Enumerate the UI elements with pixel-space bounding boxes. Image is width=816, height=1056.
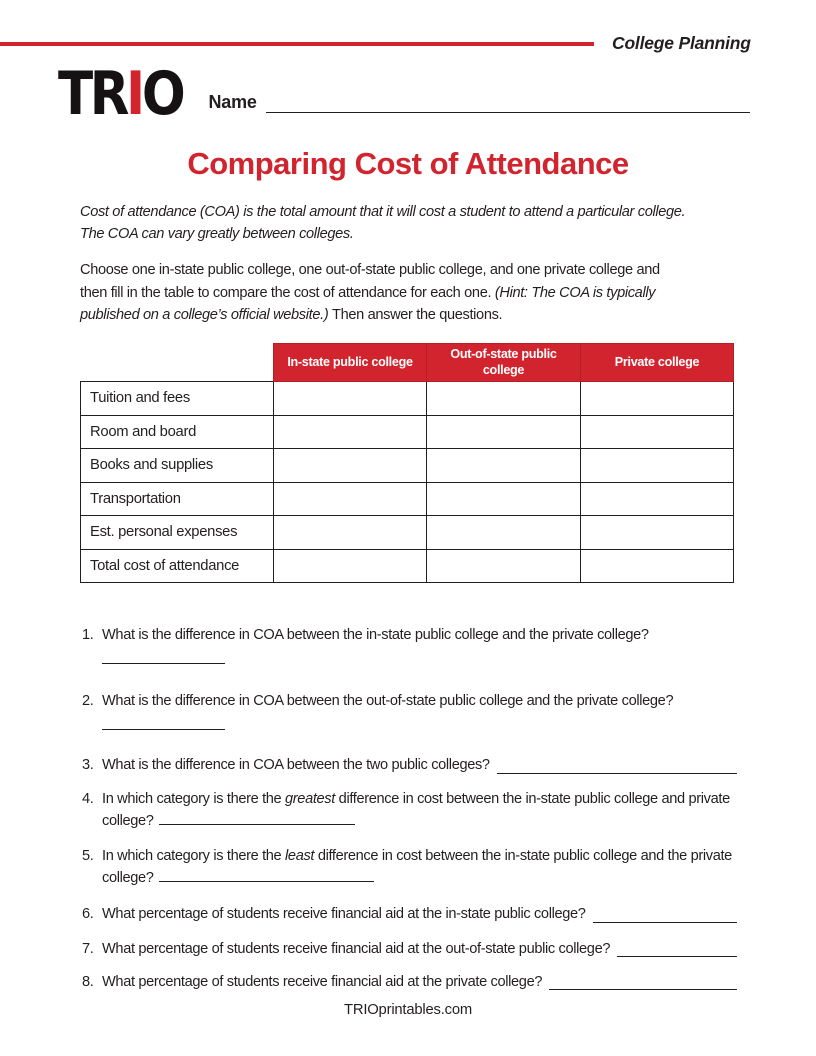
question-7 (82, 938, 737, 960)
table-cell (427, 549, 581, 583)
table-header-row (81, 344, 734, 382)
table-cell (274, 382, 427, 416)
instructions-line-3: published on a college’s official website.) Then answer the questions. (80, 306, 503, 323)
question-5 (82, 845, 737, 889)
logo-part-tr: TR (58, 59, 127, 129)
question-number: 4. (82, 790, 94, 807)
question-8 (82, 971, 737, 993)
category-label: College Planning (612, 33, 751, 53)
column-header-in-state: In-state public college (274, 344, 427, 382)
header-rule (0, 42, 594, 46)
row-label-personal-expenses: Est. personal expenses (81, 516, 274, 550)
intro-line-2: The COA can vary greatly between colleges. (80, 226, 354, 243)
table-corner-cell (81, 344, 274, 382)
table-row (81, 415, 734, 449)
instructions-line-2: then fill in the table to compare the cost of attendance for each one. (Hint: The COA is typically (80, 284, 656, 301)
question-number: 3. (82, 757, 94, 774)
questions-section (82, 624, 737, 993)
table-cell (427, 415, 581, 449)
question-text: What percentage of students receive financial aid at the private college? (102, 973, 543, 990)
table-cell (427, 449, 581, 483)
question-number: 1. (82, 627, 94, 644)
question-text: What is the difference in COA between the two public colleges? (102, 757, 490, 774)
table-row (81, 382, 734, 416)
footer-site-name: TRIOprintables.com (344, 1002, 472, 1018)
question-text: What percentage of students receive financial aid at the in-state public college? (102, 906, 586, 923)
question-1 (82, 624, 737, 664)
question-text: What is the difference in COA between the in-state public college and the private college? (102, 627, 649, 644)
answer-blank (617, 955, 737, 957)
row-label-tuition: Tuition and fees (81, 382, 274, 416)
answer-blank (549, 988, 737, 990)
instructions-line-1: Choose one in-state public college, one out-of-state public college, and one private college and (80, 262, 660, 279)
question-text: What is the difference in COA between the out-of-state public college and the private college? (102, 693, 674, 710)
table-cell (427, 382, 581, 416)
column-header-private: Private college (581, 344, 734, 382)
question-number: 5. (82, 848, 94, 865)
question-number: 7. (82, 940, 94, 957)
answer-blank (159, 869, 374, 882)
table-cell (427, 482, 581, 516)
answer-blank (497, 772, 737, 774)
column-header-out-of-state: Out-of-state public college (427, 344, 581, 382)
logo-part-o: O (141, 59, 183, 129)
table-cell (274, 415, 427, 449)
page-header (0, 33, 816, 54)
name-blank-line (266, 99, 750, 113)
row-label-room-board: Room and board (81, 415, 274, 449)
answer-blank (593, 921, 737, 923)
table-cell (581, 549, 734, 583)
table-cell (274, 549, 427, 583)
logo-part-i: I (126, 59, 142, 129)
question-number: 2. (82, 693, 94, 710)
table-row (81, 516, 734, 550)
question-text: What percentage of students receive financial aid at the out-of-state public college? (102, 940, 611, 957)
table-row (81, 482, 734, 516)
intro-paragraph (80, 201, 756, 245)
table-cell (274, 516, 427, 550)
coa-comparison-table (80, 343, 734, 583)
table-cell (274, 449, 427, 483)
table-cell (581, 482, 734, 516)
table-cell (581, 516, 734, 550)
table-cell (274, 482, 427, 516)
question-4 (82, 788, 737, 832)
row-label-books: Books and supplies (81, 449, 274, 483)
question-number: 8. (82, 973, 94, 990)
question-3 (82, 754, 737, 776)
table-cell (581, 449, 734, 483)
answer-blank (102, 728, 225, 730)
trio-logo (58, 59, 183, 129)
row-label-total-coa: Total cost of attendance (81, 549, 274, 583)
page-title: Comparing Cost of Attendance (187, 146, 629, 181)
instructions-paragraph (80, 259, 756, 326)
intro-line-1: Cost of attendance (COA) is the total amount that it will cost a student to attend a particular college. (80, 204, 686, 220)
table-cell (581, 382, 734, 416)
row-label-transportation: Transportation (81, 482, 274, 516)
question-2 (82, 690, 737, 730)
question-text: In which category is there the least difference in cost between the in-state public college and the private college? (102, 848, 732, 887)
answer-blank (102, 662, 225, 664)
table-row (81, 549, 734, 583)
name-block (208, 92, 750, 113)
table-cell (427, 516, 581, 550)
table-row (81, 449, 734, 483)
table-cell (581, 415, 734, 449)
name-label: Name (208, 92, 257, 112)
logo-row (58, 59, 750, 129)
answer-blank (159, 812, 355, 825)
question-number: 6. (82, 906, 94, 923)
question-text: In which category is there the greatest difference in cost between the in-state public college and private college? (102, 790, 730, 829)
question-6 (82, 903, 737, 925)
